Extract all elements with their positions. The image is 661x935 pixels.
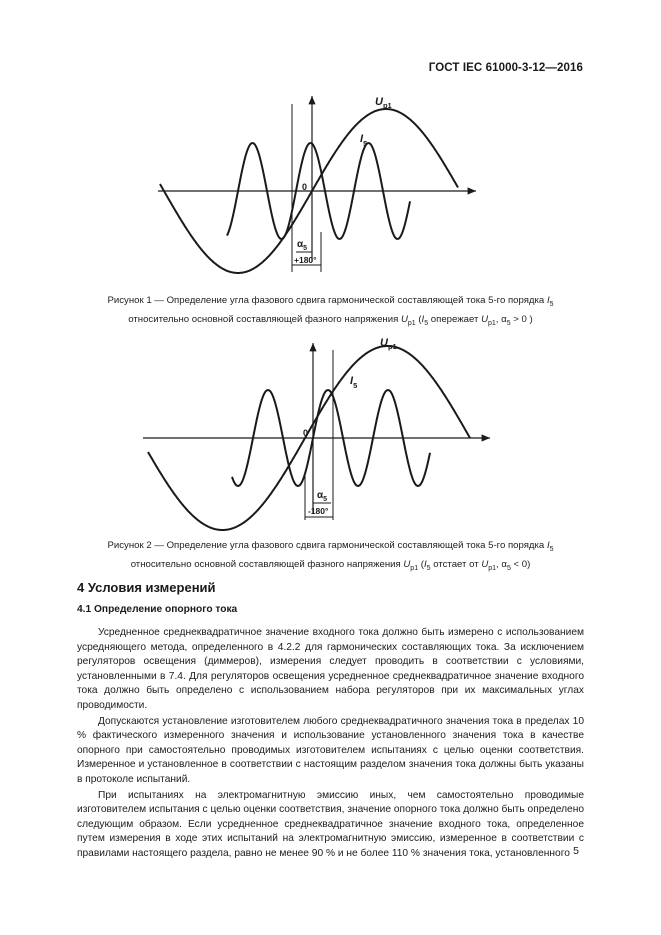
up1-label: $U_{p1}$ (380, 337, 397, 351)
paragraph: Усредненное среднеквадратичное значение входного тока должно быть измерено с использованием усредняющего метода, определенного в 4.2.2 для гармонических составляющих тока. За исключением регуляторов освещения (диммеров), измерения следует проводить в соответствии с условиями, установленными в 7.4. Для регуляторов освещения усредненное среднеквадратичное значение входного тока должно быть определено с использованием набора регуляторов при их максимальных углах проводимости. (77, 627, 584, 711)
subsection-title: 4.1 Определение опорного тока (77, 604, 238, 615)
i5-label: $I_5$ (350, 375, 358, 390)
caption-line: Рисунок 2 — Определение угла фазового сдвига гармонической составляющей тока 5-го порядка $I_5$ (107, 540, 554, 553)
body-text (77, 626, 584, 862)
caption-line: Рисунок 1 — Определение угла фазового сдвига гармонической составляющей тока 5-го порядка $I_5$ (107, 295, 554, 308)
caption-line: относительно основной составляющей фазного напряжения $U_{p1}$ ($I_5$ опережает $U_{p1}$, $\alpha_5 > 0$ ) (128, 313, 533, 327)
up1-label: $U_{p1}$ (375, 96, 392, 110)
page-number: 5 (573, 845, 579, 857)
document-header: ГОСТ IEC 61000-3-12—2016 (428, 62, 583, 74)
figure-2-caption (60, 538, 601, 576)
caption-line: относительно основной составляющей фазного напряжения $U_{p1}$ ($I_5$ отстает от $U_{p1}$, $\alpha_5 < 0$) (130, 558, 531, 572)
i5-label: $I_5$ (360, 133, 368, 148)
origin-label: 0 (302, 182, 308, 192)
angle-label: +180° (294, 255, 317, 265)
angle-label: -180° (308, 506, 329, 516)
origin-label: 0 (303, 428, 309, 438)
section-title: 4 Условия измерений (77, 580, 216, 595)
alpha-label: $\alpha_5$ (317, 490, 328, 503)
paragraph: Допускаются установление изготовителем любого среднеквадратичного значения тока в пределах 10 % фактического измеренного значения и использование установленного значения тока в качестве опорного при самостоятельно проводимых изготовителем испытаниях с целью оценки соответствия. Измеренное и установленное в соответствии с настоящим разделом значения тока должны быть указаны в протоколе испытаний. (77, 715, 584, 785)
alpha-label: $\alpha_5$ (297, 239, 308, 252)
paragraph: При испытаниях на электромагнитную эмиссию иных, чем самостоятельно проводимые изготовителем испытания с целью оценки соответствия, значение опорного тока должно быть определено следующим образом. Если усредненное среднеквадратичное значение входного тока, определенное путем измерения в ходе этих испытаний на электромагнитную эмиссию, измеренное в соответствии с правилами настоящего раздела, равно не менее 90 % и не более 110 % значения тока, установленного (77, 789, 584, 859)
